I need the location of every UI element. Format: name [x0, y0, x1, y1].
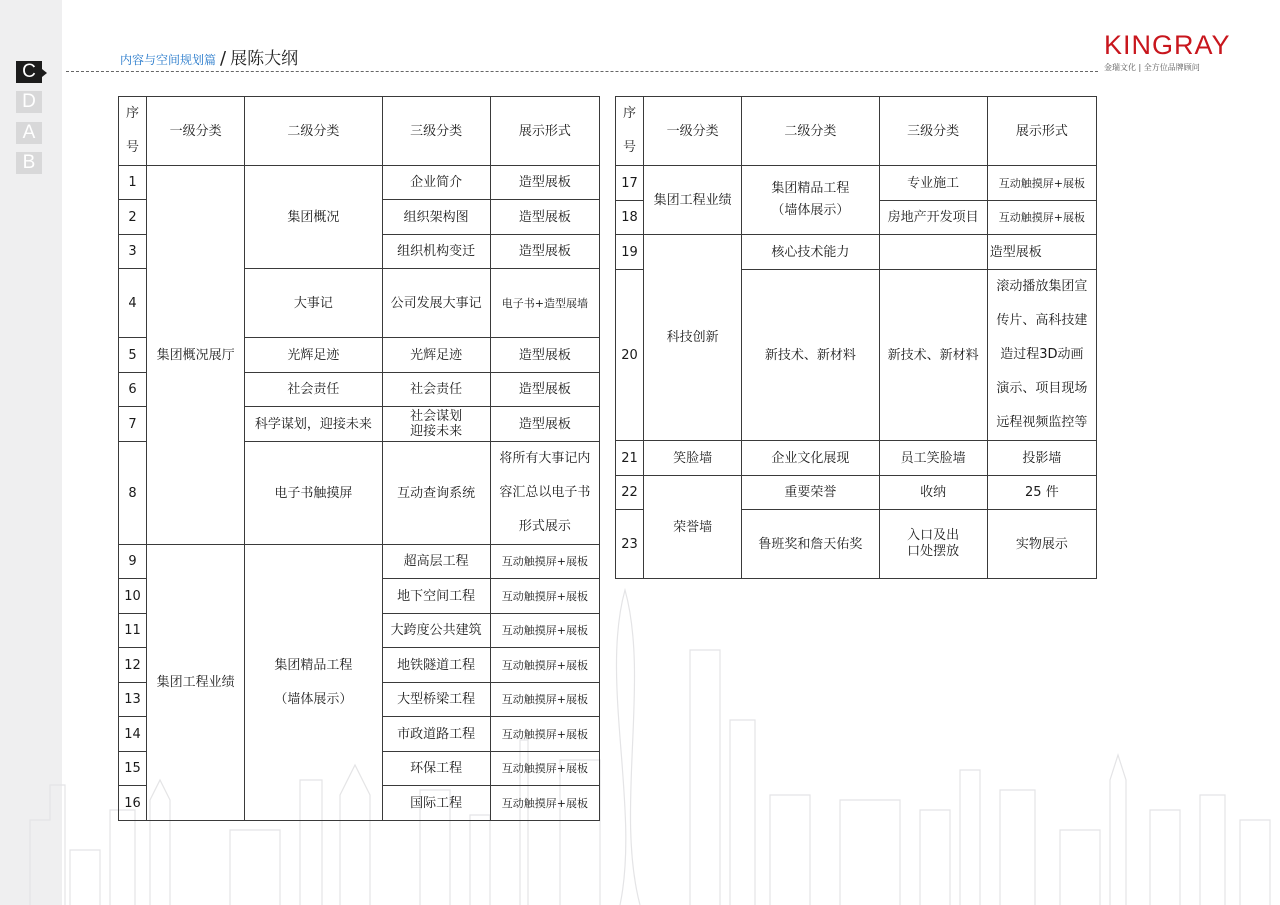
side-nav-a[interactable]: A: [16, 122, 42, 144]
level3-cell: 新技术、新材料: [879, 270, 987, 441]
row-no: 14: [119, 717, 147, 752]
form-cell: 互动触摸屏+展板: [490, 648, 599, 683]
row-no: 5: [119, 338, 147, 373]
level2-cell: 科学谋划，迎接未来: [245, 407, 382, 442]
table-row: [119, 545, 600, 579]
logo-wordmark: KINGRAY: [1104, 30, 1231, 60]
level3-cell: 公司发展大事记: [382, 269, 490, 338]
level3-cell: [879, 235, 987, 270]
level3-cell: 地铁隧道工程: [382, 648, 490, 683]
row-no: 18: [616, 201, 644, 235]
logo-tagline: 金瑞文化 | 全方位品牌顾问: [1104, 63, 1200, 72]
breadcrumb-section[interactable]: 内容与空间规划篇: [120, 53, 217, 67]
header-level2: 二级分类: [245, 97, 382, 166]
level1-cell: 荣誉墙: [644, 476, 742, 579]
row-no: 3: [119, 235, 147, 269]
form-cell: 互动触摸屏+展板: [490, 614, 599, 648]
level1-cell: 集团概况展厅: [147, 166, 245, 545]
level3-cell: 专业施工: [879, 166, 987, 201]
level1-cell: 集团工程业绩: [644, 166, 742, 235]
row-no: 1: [119, 166, 147, 200]
row-no: 13: [119, 683, 147, 717]
row-no: 21: [616, 441, 644, 476]
form-cell: 互动触摸屏+展板: [987, 201, 1096, 235]
level3-cell: 员工笑脸墙: [879, 441, 987, 476]
level3-cell: 房地产开发项目: [879, 201, 987, 235]
header-no: 序号: [616, 97, 644, 166]
row-no: 20: [616, 270, 644, 441]
row-no: 17: [616, 166, 644, 201]
header-level3: 三级分类: [879, 97, 987, 166]
form-cell: 互动触摸屏+展板: [490, 545, 599, 579]
form-cell: 实物展示: [987, 510, 1096, 579]
row-no: 10: [119, 579, 147, 614]
level2-cell: 集团概况: [245, 166, 382, 269]
form-cell: 互动触摸屏+展板: [490, 786, 599, 821]
level3-cell: 收纳: [879, 476, 987, 510]
level2-cell: 社会责任: [245, 373, 382, 407]
header-level1: 一级分类: [644, 97, 742, 166]
page-title: 展陈大纲: [230, 49, 299, 69]
side-nav-c[interactable]: C: [16, 61, 42, 83]
row-no: 19: [616, 235, 644, 270]
level3-cell: 地下空间工程: [382, 579, 490, 614]
level2-cell: 核心技术能力: [742, 235, 879, 270]
form-cell: 互动触摸屏+展板: [490, 717, 599, 752]
row-no: 4: [119, 269, 147, 338]
form-cell: 造型展板: [490, 235, 599, 269]
level3-cell: 企业简介: [382, 166, 490, 200]
brand-logo: [1104, 30, 1244, 75]
level3-cell: 市政道路工程: [382, 717, 490, 752]
header-form: 展示形式: [490, 97, 599, 166]
form-cell: 造型展板: [987, 235, 1096, 270]
level1-cell: 笑脸墙: [644, 441, 742, 476]
header-no: 序号: [119, 97, 147, 166]
level2-cell: 大事记: [245, 269, 382, 338]
level3-cell: 光辉足迹: [382, 338, 490, 373]
form-cell: 互动触摸屏+展板: [490, 752, 599, 786]
row-no: 22: [616, 476, 644, 510]
row-no: 2: [119, 200, 147, 235]
level3-cell: 超高层工程: [382, 545, 490, 579]
form-cell: 投影墙: [987, 441, 1096, 476]
form-cell: 25 件: [987, 476, 1096, 510]
level3-cell: 国际工程: [382, 786, 490, 821]
level3-cell: 组织机构变迁: [382, 235, 490, 269]
row-no: 11: [119, 614, 147, 648]
table-row: [616, 476, 1097, 510]
breadcrumb-separator: /: [220, 48, 227, 69]
level2-cell: 光辉足迹: [245, 338, 382, 373]
level2-cell: 企业文化展现: [742, 441, 879, 476]
level3-cell: 组织架构图: [382, 200, 490, 235]
table-row: [616, 166, 1097, 201]
left-outline-table: [118, 96, 600, 821]
row-no: 12: [119, 648, 147, 683]
level3-cell: 入口及出 口处摆放: [879, 510, 987, 579]
level2-cell: 集团精品工程 （墙体展示）: [742, 166, 879, 235]
side-nav-b[interactable]: B: [16, 152, 42, 174]
header-level3: 三级分类: [382, 97, 490, 166]
level3-cell: 社会责任: [382, 373, 490, 407]
level1-cell: 科技创新: [644, 235, 742, 441]
side-nav-d[interactable]: D: [16, 91, 42, 113]
form-cell: 造型展板: [490, 166, 599, 200]
row-no: 6: [119, 373, 147, 407]
breadcrumb: [120, 44, 298, 69]
row-no: 7: [119, 407, 147, 442]
form-cell: 电子书+造型展墙: [490, 269, 599, 338]
table-row: [119, 166, 600, 200]
level3-cell: 大跨度公共建筑: [382, 614, 490, 648]
header-form: 展示形式: [987, 97, 1096, 166]
header-level1: 一级分类: [147, 97, 245, 166]
form-cell: 将所有大事记内容汇总以电子书形式展示: [490, 442, 599, 545]
form-cell: 造型展板: [490, 338, 599, 373]
row-no: 8: [119, 442, 147, 545]
level1-cell: 集团工程业绩: [147, 545, 245, 821]
right-outline-table: [615, 96, 1097, 579]
row-no: 23: [616, 510, 644, 579]
form-cell: 互动触摸屏+展板: [490, 579, 599, 614]
table-row: [616, 441, 1097, 476]
row-no: 15: [119, 752, 147, 786]
row-no: 16: [119, 786, 147, 821]
table-row: [616, 235, 1097, 270]
level2-cell: 重要荣誉: [742, 476, 879, 510]
level3-cell: 大型桥梁工程: [382, 683, 490, 717]
header-divider: [66, 71, 1098, 72]
level3-cell: 环保工程: [382, 752, 490, 786]
level3-cell: 社会谋划 迎接未来: [382, 407, 490, 442]
form-cell: 滚动播放集团宣传片、高科技建造过程3D动画演示、项目现场远程视频监控等: [987, 270, 1096, 441]
form-cell: 造型展板: [490, 407, 599, 442]
level2-cell: 鲁班奖和詹天佑奖: [742, 510, 879, 579]
form-cell: 互动触摸屏+展板: [987, 166, 1096, 201]
level3-cell: 互动查询系统: [382, 442, 490, 545]
form-cell: 互动触摸屏+展板: [490, 683, 599, 717]
level2-cell: 新技术、新材料: [742, 270, 879, 441]
form-cell: 造型展板: [490, 373, 599, 407]
level2-cell: 集团精品工程 （墙体展示）: [245, 545, 382, 821]
row-no: 9: [119, 545, 147, 579]
form-cell: 造型展板: [490, 200, 599, 235]
header-level2: 二级分类: [742, 97, 879, 166]
level2-cell: 电子书触摸屏: [245, 442, 382, 545]
